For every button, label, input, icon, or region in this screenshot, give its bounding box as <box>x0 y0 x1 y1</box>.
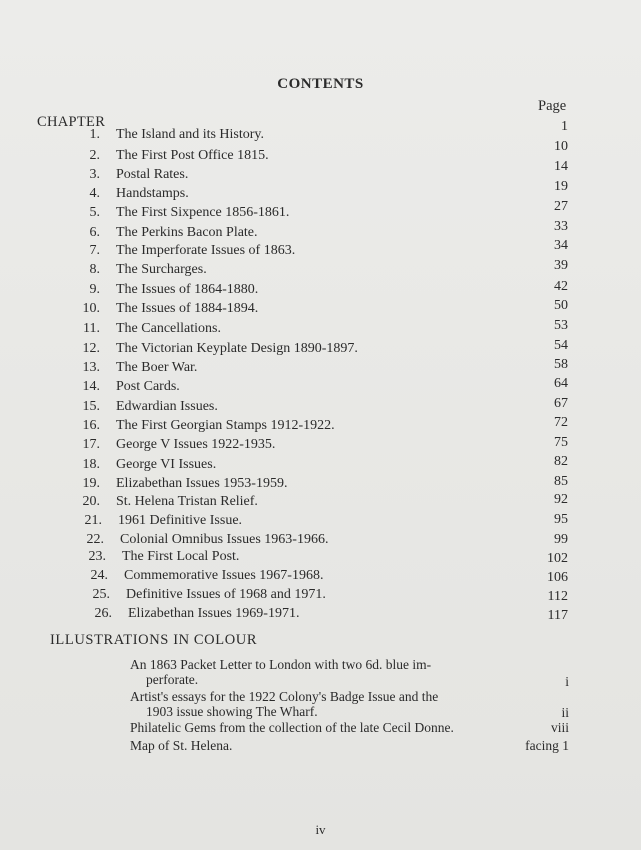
chapter-number: 24. <box>90 568 108 583</box>
chapter-page-number: 92 <box>554 492 568 507</box>
chapter-title: The First Post Office 1815. <box>116 148 269 163</box>
chapter-number: 9. <box>89 282 100 297</box>
chapter-column-label: CHAPTER <box>37 114 106 130</box>
chapter-number: 21. <box>84 513 102 528</box>
chapter-page-number: 34 <box>554 238 568 253</box>
chapter-number: 18. <box>82 457 100 472</box>
chapter-page-number: 39 <box>554 258 568 273</box>
chapter-number: 20. <box>82 494 100 509</box>
chapter-title: Postal Rates. <box>116 167 189 182</box>
chapter-title: The First Local Post. <box>122 549 240 564</box>
chapter-title: The Boer War. <box>116 360 198 375</box>
chapter-page-number: 67 <box>554 396 568 411</box>
chapter-number: 17. <box>82 437 100 452</box>
chapter-page-number: 106 <box>547 570 568 585</box>
chapter-number: 25. <box>92 587 110 602</box>
chapter-page-number: 72 <box>554 415 568 430</box>
chapter-page-number: 112 <box>547 589 568 604</box>
chapter-number: 2. <box>89 148 100 163</box>
illustration-page-number: i <box>565 674 569 689</box>
chapter-page-number: 1 <box>561 119 568 134</box>
illustration-entry <box>130 720 510 735</box>
chapter-number: 11. <box>83 321 100 336</box>
chapter-title: Definitive Issues of 1968 and 1971. <box>126 587 326 602</box>
chapter-title: Post Cards. <box>116 379 180 394</box>
illustration-entry <box>130 657 510 687</box>
chapter-title: The First Sixpence 1856-1861. <box>116 205 290 220</box>
chapter-number: 4. <box>89 186 100 201</box>
chapter-title: Elizabethan Issues 1953-1959. <box>116 476 288 491</box>
illustration-text-line2: perforate. <box>146 672 199 687</box>
chapter-number: 23. <box>88 549 106 564</box>
chapter-title: Commemorative Issues 1967-1968. <box>124 568 324 583</box>
chapter-title: Elizabethan Issues 1969-1971. <box>128 606 300 621</box>
chapter-page-number: 99 <box>554 532 568 547</box>
illustration-page-number: ii <box>561 705 569 720</box>
chapter-title: 1961 Definitive Issue. <box>118 513 243 528</box>
chapter-page-number: 27 <box>554 199 568 214</box>
chapter-title: George VI Issues. <box>116 457 217 472</box>
chapter-page-number: 54 <box>554 338 568 353</box>
chapter-title: The Issues of 1864-1880. <box>116 282 259 297</box>
chapter-title: The Victorian Keyplate Design 1890-1897. <box>116 341 358 356</box>
chapter-page-number: 19 <box>554 179 568 194</box>
illustration-text-line1: Philatelic Gems from the collection of the late Cecil Donne. <box>130 720 454 735</box>
illustration-text-line2: 1903 issue showing The Wharf. <box>146 704 318 719</box>
chapter-page-number: 102 <box>547 551 568 566</box>
page-folio: iv <box>315 822 326 837</box>
chapter-number: 15. <box>82 399 100 414</box>
chapter-number: 26. <box>94 606 112 621</box>
chapter-page-number: 95 <box>554 512 568 527</box>
chapter-page-number: 42 <box>554 279 568 294</box>
illustration-page-number: viii <box>550 720 569 735</box>
chapter-page-number: 117 <box>547 608 568 623</box>
chapter-page-number: 75 <box>554 435 568 450</box>
chapter-number: 16. <box>82 418 100 433</box>
chapter-title: The Perkins Bacon Plate. <box>116 225 258 240</box>
chapter-title: The Imperforate Issues of 1863. <box>116 243 296 258</box>
chapter-title: Handstamps. <box>116 186 189 201</box>
chapter-title: The Cancellations. <box>116 321 221 336</box>
illustrations-heading: ILLUSTRATIONS IN COLOUR <box>50 632 258 648</box>
chapter-page-number: 58 <box>554 357 568 372</box>
chapter-page-number: 85 <box>554 474 568 489</box>
illustration-text-line1: Map of St. Helena. <box>130 738 233 753</box>
chapter-title: The Island and its History. <box>116 127 265 142</box>
chapter-number: 10. <box>82 301 100 316</box>
chapter-number: 19. <box>82 476 100 491</box>
chapter-number: 7. <box>89 243 100 258</box>
chapter-number: 13. <box>82 360 100 375</box>
chapter-title: Edwardian Issues. <box>116 399 218 414</box>
illustration-text-line1: Artist's essays for the 1922 Colony's Badge Issue and the <box>130 689 439 704</box>
chapter-page-number: 82 <box>554 454 568 469</box>
chapter-number: 3. <box>89 167 100 182</box>
chapter-number: 22. <box>86 532 104 547</box>
chapter-page-number: 50 <box>554 298 568 313</box>
chapter-title: The First Georgian Stamps 1912-1922. <box>116 418 335 433</box>
illustration-text-line1: An 1863 Packet Letter to London with two 6d. blue im- <box>130 657 432 672</box>
chapter-title: The Surcharges. <box>116 262 207 277</box>
page-title: CONTENTS <box>277 76 364 92</box>
illustration-entry <box>130 689 510 719</box>
chapter-number: 1. <box>89 127 100 142</box>
chapter-page-number: 53 <box>554 318 568 333</box>
chapter-number: 8. <box>89 262 100 277</box>
page-column-label: Page <box>538 98 567 114</box>
chapter-page-number: 10 <box>554 139 568 154</box>
chapter-title: St. Helena Tristan Relief. <box>116 494 258 509</box>
chapter-title: George V Issues 1922-1935. <box>116 437 276 452</box>
chapter-number: 6. <box>89 225 100 240</box>
chapter-title: Colonial Omnibus Issues 1963-1966. <box>120 532 329 547</box>
illustration-entry <box>130 738 510 753</box>
chapter-page-number: 64 <box>554 376 568 391</box>
illustration-page-number: facing 1 <box>525 738 569 753</box>
chapter-title: The Issues of 1884-1894. <box>116 301 259 316</box>
chapter-page-number: 33 <box>554 219 568 234</box>
chapter-number: 14. <box>82 379 100 394</box>
chapter-page-number: 14 <box>554 159 568 174</box>
chapter-number: 12. <box>82 341 100 356</box>
chapter-number: 5. <box>89 205 100 220</box>
